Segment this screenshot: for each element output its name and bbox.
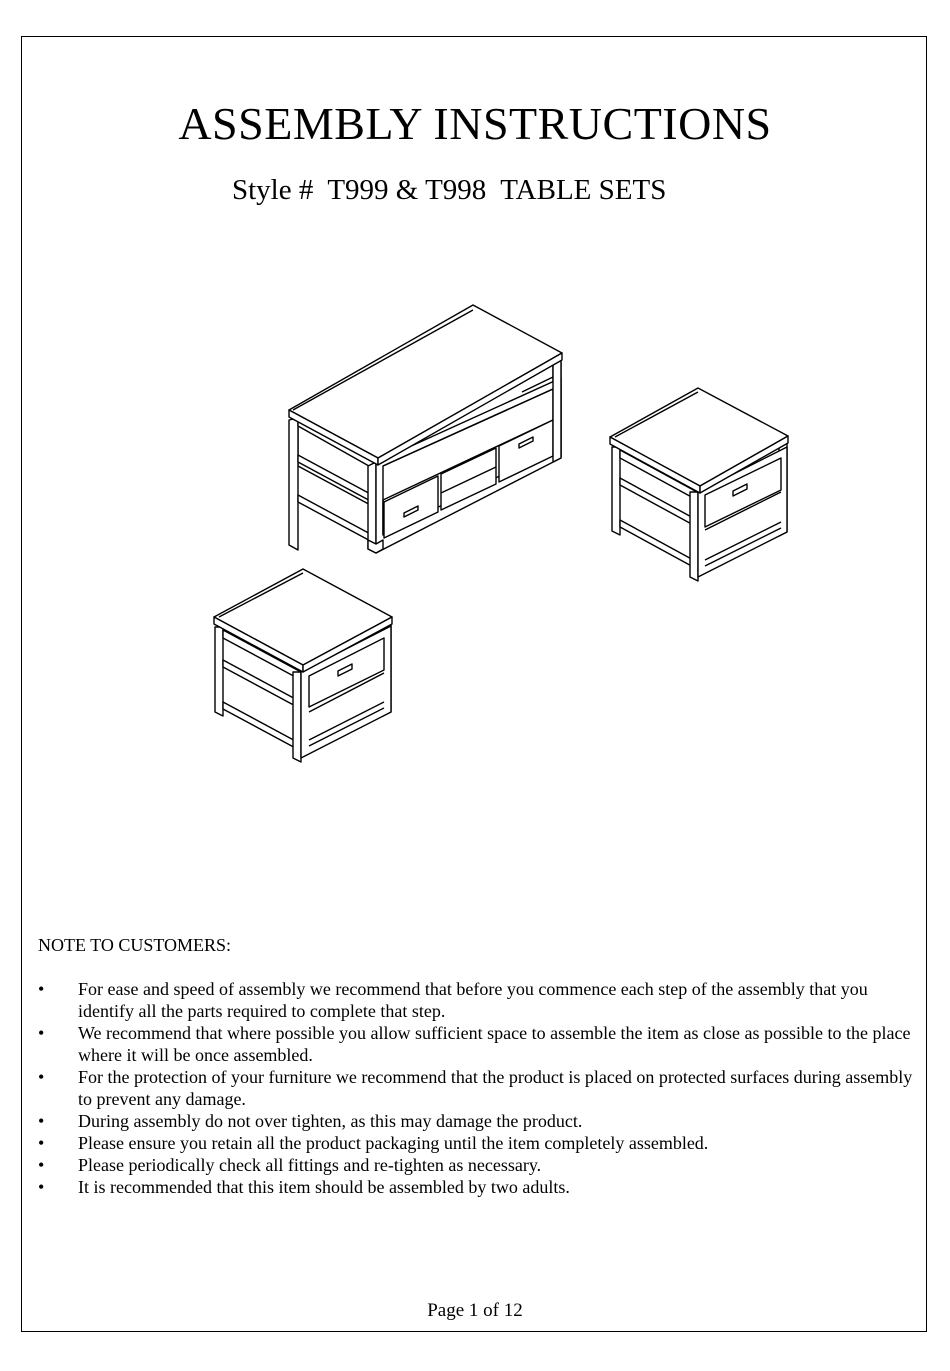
bullet-icon: • xyxy=(38,1111,45,1131)
list-item xyxy=(38,978,918,1022)
bullet-icon: • xyxy=(38,1155,45,1175)
list-item xyxy=(38,1154,918,1176)
document-title: ASSEMBLY INSTRUCTIONS xyxy=(178,98,772,149)
bullet-icon: • xyxy=(38,1023,45,1043)
bullet-icon: • xyxy=(38,1067,45,1087)
bullet-icon: • xyxy=(38,1177,45,1197)
note-text: It is recommended that this item should be assembled by two adults. xyxy=(78,1177,570,1197)
note-text: We recommend that where possible you allow sufficient space to assemble the item as close as possible to the place where it will be once assembled. xyxy=(78,1023,911,1065)
list-item xyxy=(38,1110,918,1132)
notes-heading: NOTE TO CUSTOMERS: xyxy=(38,935,232,955)
list-item xyxy=(38,1066,918,1110)
style-number: Style # T999 & T998 TABLE SETS xyxy=(232,174,667,206)
bullet-icon: • xyxy=(38,979,45,999)
page-number: Page 1 of 12 xyxy=(427,1300,523,1321)
list-item xyxy=(38,1176,918,1198)
bullet-icon: • xyxy=(38,1133,45,1153)
coffee-table-drawing xyxy=(289,305,562,553)
customer-notes-list xyxy=(38,978,918,1198)
end-table-left-drawing xyxy=(214,569,392,762)
note-text: For ease and speed of assembly we recommend that before you commence each step of the assembly that you identify all the parts required to complete that step. xyxy=(78,979,868,1021)
note-text: Please ensure you retain all the product packaging until the item completely assembled. xyxy=(78,1133,709,1153)
note-text: During assembly do not over tighten, as this may damage the product. xyxy=(78,1111,583,1131)
end-table-right-drawing xyxy=(610,388,788,581)
list-item xyxy=(38,1132,918,1154)
note-text: Please periodically check all fittings and re-tighten as necessary. xyxy=(78,1155,542,1175)
list-item xyxy=(38,1022,918,1066)
note-text: For the protection of your furniture we recommend that the product is placed on protected surfaces during assembly to prevent any damage. xyxy=(78,1067,913,1109)
